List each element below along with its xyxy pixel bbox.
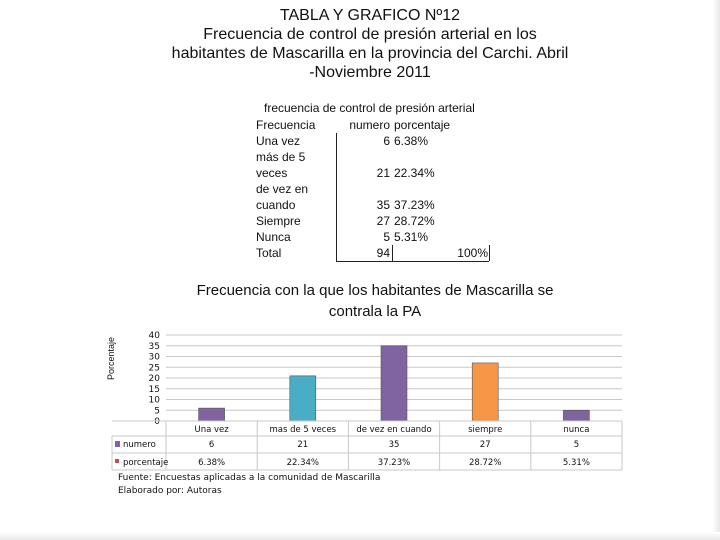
title-line-1: TABLA Y GRAFICO Nº12 <box>279 7 461 24</box>
title-line-2: Frecuencia de control de presión arterial en los <box>203 26 537 43</box>
table-row-label: Una vez <box>256 134 301 148</box>
table-row-label: veces <box>256 166 288 180</box>
table-row-label: Total <box>256 246 282 260</box>
legend-label-porcentaje: porcentaje <box>123 458 169 468</box>
data-value-porcentaje: 37.23% <box>377 458 411 468</box>
source-note <box>118 472 380 498</box>
source-line-2: Elaborado por: Autoras <box>118 486 222 496</box>
data-value-porcentaje: 28.72% <box>468 458 502 468</box>
data-value-numero: 21 <box>297 440 309 450</box>
bar-2 <box>290 376 316 421</box>
data-value-numero: 27 <box>479 440 491 450</box>
category-label: mas de 5 veces <box>269 425 337 435</box>
table-row-porcentaje: 22.34% <box>394 166 435 180</box>
table-row-numero: 94 <box>376 246 390 260</box>
table-heading: frecuencia de control de presión arterial <box>264 101 475 115</box>
y-tick-label: 5 <box>154 406 160 417</box>
y-tick-label: 15 <box>148 384 160 395</box>
legend-label-numero: numero <box>123 440 156 450</box>
table-row-porcentaje: 37.23% <box>394 198 435 212</box>
y-tick-label: 10 <box>148 395 160 406</box>
data-value-numero: 35 <box>388 440 400 450</box>
y-tick-label: 25 <box>148 363 160 374</box>
table-row-porcentaje: 5.31% <box>394 230 429 244</box>
y-tick-label: 0 <box>154 417 160 427</box>
bar-3 <box>381 346 407 421</box>
table-row-label: Nunca <box>256 230 291 244</box>
table-row-label: más de 5 <box>256 150 306 164</box>
y-axis-label: Porcentaje <box>106 336 116 380</box>
table-row-numero: 27 <box>376 214 390 228</box>
table-row-label: Siempre <box>256 214 301 228</box>
bar-4 <box>472 363 498 421</box>
table-row-label: de vez en <box>256 182 309 196</box>
data-value-porcentaje: 5.31% <box>562 458 590 468</box>
table-header-porcentaje: porcentaje <box>394 118 451 132</box>
table-row-numero: 6 <box>383 134 390 148</box>
table-row-numero: 5 <box>383 230 390 244</box>
category-label: Una vez <box>194 425 229 435</box>
title-line-3: habitantes de Mascarilla en la provincia del Carchi. Abril <box>171 45 569 62</box>
data-value-porcentaje: 6.38% <box>198 458 226 468</box>
table-header-frecuencia: Frecuencia <box>256 118 316 132</box>
table-row-label: cuando <box>256 198 296 212</box>
data-value-numero: 5 <box>573 440 580 450</box>
category-label: de vez en cuando <box>356 425 432 435</box>
legend-key-porcentaje <box>115 459 119 463</box>
title-line-4: -Noviembre 2011 <box>309 64 431 81</box>
legend-key-numero <box>115 441 120 447</box>
table-row-numero: 35 <box>376 198 390 212</box>
table-row-porcentaje: 6.38% <box>394 134 429 148</box>
bar-1 <box>199 408 225 421</box>
y-tick-label: 20 <box>148 374 160 384</box>
y-tick-label: 40 <box>148 331 160 341</box>
category-label: nunca <box>563 425 590 435</box>
table-row-numero: 21 <box>376 166 390 180</box>
data-value-porcentaje: 22.34% <box>286 458 320 468</box>
y-tick-label: 35 <box>148 341 160 352</box>
source-line-1: Fuente: Encuestas aplicadas a la comunidad de Mascarilla <box>118 473 381 483</box>
table-row-porcentaje: 28.72% <box>394 214 435 228</box>
category-label: siempre <box>468 425 503 435</box>
bar-5 <box>563 410 589 421</box>
data-value-numero: 6 <box>208 440 215 450</box>
y-tick-label: 30 <box>148 352 160 363</box>
table-row-porcentaje: 100% <box>457 246 488 260</box>
table-header-numero: numero <box>349 118 390 132</box>
chart-title: Frecuencia con la que los habitantes de Mascarilla se contrala la PA <box>196 282 554 320</box>
